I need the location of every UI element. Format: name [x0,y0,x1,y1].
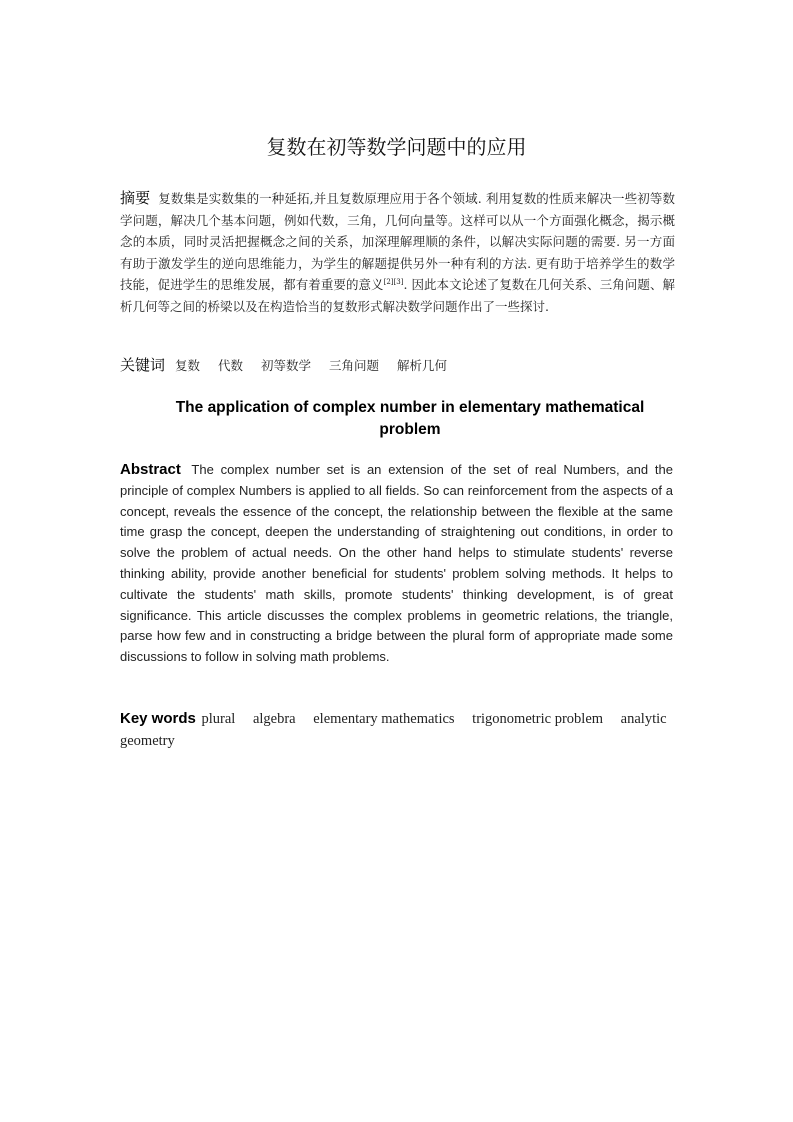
chinese-keyword: 初等数学 [261,358,312,373]
english-keywords-label: Key words [120,710,196,727]
chinese-keyword: 代数 [218,358,244,373]
chinese-abstract [120,188,675,317]
chinese-keywords-label: 关键词 [120,356,166,374]
chinese-keyword: 解析几何 [397,358,448,373]
english-abstract-label: Abstract [120,461,181,478]
english-abstract [120,460,673,668]
chinese-title: 复数在初等数学问题中的应用 [266,135,527,159]
chinese-abstract-label: 摘要 [120,189,151,207]
chinese-keyword: 三角问题 [329,358,380,373]
english-title: The application of complex number in elementary mathematical problem [175,399,645,438]
citation-marker: [2][3] [383,277,404,286]
english-keywords [120,708,673,752]
chinese-keyword: 复数 [175,358,201,373]
chinese-abstract-text: 复数集是实数集的一种延拓,并且复数原理应用于各个领域. 利用复数的性质来解决一些初等数学问题，解决几个基本问题，例如代数，三角，几何向量等。这样可以从一个方面强化概念，揭示概念的本质，同时灵活把握概念之间的关系，加深理解理顺的条件，以解决实际问题的需要. 另一方面有助于激发学生的逆向思维能力，为学生的解题提供另外一种有利的方法. 更有助于培养学生的数学技能，促进学生的思维发展，都有着重要的意义 [120,191,675,292]
english-keyword: trigonometric problem [472,711,604,727]
english-keyword: algebra [252,711,296,727]
english-abstract-text: The complex number set is an extension of the set of real Numbers, and the principle of complex Numbers is applied to all fields. So can reinforcement from the aspects of a concept, reveals the essence of the concept, the relationship between the flexible at the same time grasp the concept, deepen the understanding of straightening out conditions, in order to solve the problem of actual needs. On the other hand helps to stimulate students' reverse thinking ability, provide another beneficial for students' problem solving methods. It helps to cultivate the students' math skills, promote students' thinking development, is of great significance. This article discusses the complex problems in geometric relations, the triangle, parse how few and in constructing a bridge between the plural form of appropriate made some discussions to follow in solving math problems. [120,462,673,665]
chinese-abstract-text-continued: . 因此本文论述了复数在几何关系、三角问题、解析几何等之间的桥梁以及在构造恰当的复数形式解决数学问题作出了一些探讨. [120,277,675,314]
chinese-keywords [120,354,675,377]
english-keyword: elementary mathematics [313,711,455,727]
english-keyword: plural [201,711,236,727]
english-keyword: analytic geometry [120,711,667,749]
